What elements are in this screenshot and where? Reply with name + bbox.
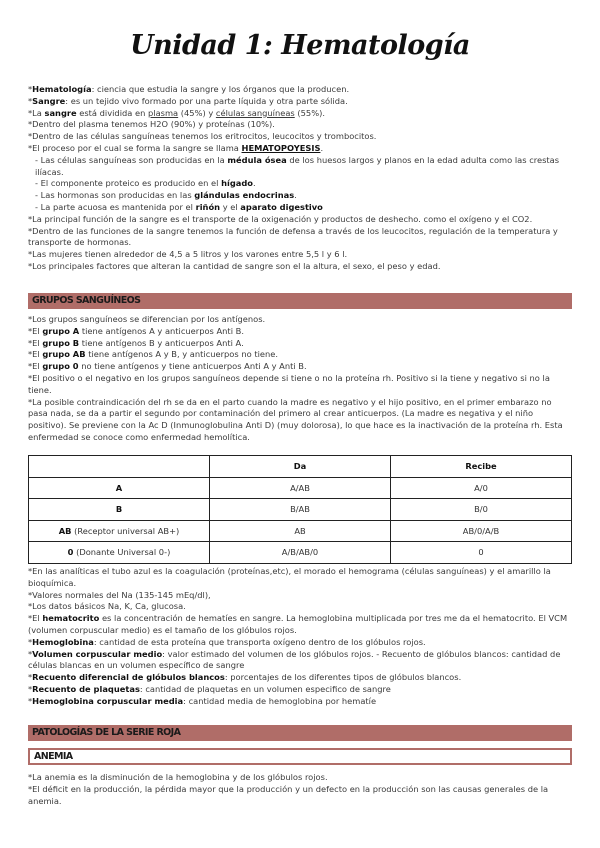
- bold-term: sangre: [44, 107, 77, 118]
- text-segment: - El componente proteico es producido en el: [35, 178, 222, 189]
- group-name: A: [115, 482, 123, 493]
- bold-term: glándulas endocrinas: [194, 190, 295, 201]
- groups-section: [28, 314, 572, 444]
- paragraph: [28, 672, 572, 684]
- group-name: AB: [58, 525, 72, 536]
- text-segment: *: [28, 636, 33, 647]
- paragraph: [28, 784, 572, 808]
- text-segment: *La anemia es la disminución de la hemoglobina y de los glóbulos rojos.: [28, 772, 328, 782]
- paragraph: [28, 190, 572, 202]
- text-segment: y el: [220, 201, 241, 212]
- bold-term: médula ósea: [227, 154, 287, 165]
- text-segment: *Los principales factores que alteran la cantidad de sangre son el la altura, el sexo, el peso y edad.: [28, 260, 441, 271]
- text-segment: *Los grupos sanguíneos se diferencian por los antígenos.: [28, 314, 266, 324]
- paragraph: [28, 361, 572, 373]
- da-cell: AB: [210, 520, 391, 542]
- text-segment: *En las analíticas el tubo azul es la coagulación (proteínas,etc), el morado el hemograma (células sanguíneas) y el amarillo la bioquímica.: [28, 566, 551, 588]
- text-segment: no tiene antígenos y tiene anticuerpos Anti A y Anti B.: [78, 361, 307, 372]
- paragraph: [28, 601, 572, 613]
- text-segment: *Los datos básicos Na, K, Ca, glucosa.: [28, 601, 186, 612]
- bold-term: aparato digestivo: [240, 201, 323, 212]
- text-segment: tiene antígenos A y anticuerpos Anti B.: [79, 325, 244, 336]
- text-segment: *: [28, 672, 33, 683]
- section-header-grupos: GRUPOS SANGUÍNEOS: [28, 293, 572, 309]
- group-note: (Donante Universal 0-): [73, 547, 171, 558]
- paragraph: [28, 178, 572, 190]
- text-segment: *El: [28, 349, 43, 360]
- text-segment: está dividida en: [76, 107, 148, 118]
- text-segment: *La posible contraindicación del rh se da en el parto cuando la madre es negativo y el hijo positivo, en el primer embarazo no pasa nada, se da a partir el segundo por contaminación del primero al crear anticuerpos. (La madre es negativa y el niño positivo). Se previene con la Ac D (Inmunoglobulina Anti D) (muy dolorosa), lo que hace es la inactivación de la proteína rh. Esta enfermedad se conoce como enfermedad hemolítica.: [28, 396, 563, 442]
- text-segment: - Las células sanguíneas son producidas en la: [35, 154, 228, 165]
- text-segment: - Las hormonas son producidas en las: [35, 190, 195, 201]
- header-cell: [391, 456, 572, 478]
- da-cell: A/AB: [210, 477, 391, 499]
- text-segment: *: [28, 648, 33, 659]
- text-segment: plasma: [148, 107, 179, 118]
- recibe-cell: AB/0/A/B: [391, 520, 572, 542]
- text-segment: *Las mujeres tienen alrededor de 4,5 a 5 litros y los varones entre 5,5 l y 6 l.: [28, 249, 348, 260]
- anemia-section: [28, 772, 572, 807]
- text-segment: : es un tejido vivo formado por una parte líquida y otra parte sólida.: [65, 95, 348, 106]
- text-segment: : valor estimado del volumen de los glóbulos rojos. - Recuento de glóbulos blancos: cantidad de células blancas en un volumen específico de sangre: [28, 648, 561, 671]
- text-segment: : cantidad de plaquetas en un volumen especifico de sangre: [139, 683, 391, 694]
- da-cell: A/B/AB/0: [210, 542, 391, 564]
- bold-term: Hemoglobina corpuscular media: [32, 695, 184, 706]
- recibe-cell: 0: [391, 542, 572, 564]
- text-segment: : cantidad de esta proteína que transporta oxígeno dentro de los glóbulos rojos.: [93, 636, 426, 647]
- paragraph: [28, 131, 572, 143]
- table-row: [29, 477, 572, 499]
- text-segment: *: [28, 683, 33, 694]
- text-segment: : cantidad media de hemoglobina por hematíe: [183, 695, 377, 706]
- text-segment: *El proceso por el cual se forma la sangre se llama: [28, 142, 242, 153]
- bold-term: HEMATOPOYESIS: [241, 142, 321, 153]
- paragraph: [28, 84, 572, 96]
- text-segment: *: [28, 95, 33, 106]
- group-name: 0: [67, 547, 74, 558]
- text-segment: *El déficit en la producción, la pérdida mayor que la producción y un defecto en la producción son las causas generales de la anemia.: [28, 783, 549, 806]
- group-cell: [29, 520, 210, 542]
- text-segment: *El: [28, 361, 43, 372]
- text-segment: (55%).: [294, 107, 325, 118]
- text-segment: .: [253, 178, 256, 189]
- paragraph: [28, 373, 572, 397]
- blood-group-table-wrap: [28, 455, 572, 564]
- text-segment: *El: [28, 613, 43, 624]
- bold-term: grupo 0: [42, 361, 79, 372]
- recibe-cell: A/0: [391, 477, 572, 499]
- text-segment: - La parte acuosa es mantenida por el: [35, 201, 196, 212]
- paragraph: [28, 155, 572, 179]
- bold-term: grupo A: [42, 325, 80, 336]
- text-segment: *El: [28, 337, 43, 348]
- table-row: [29, 499, 572, 521]
- paragraph: [28, 349, 572, 361]
- paragraph: [28, 684, 572, 696]
- paragraph: [28, 119, 572, 131]
- text-segment: células sanguíneas: [215, 107, 295, 118]
- paragraph: [28, 326, 572, 338]
- paragraph: [28, 397, 572, 444]
- text-segment: tiene antígenos A y B, y anticuerpos no tiene.: [85, 349, 278, 360]
- group-name: B: [115, 504, 123, 515]
- paragraph: [28, 338, 572, 350]
- text-segment: *Dentro de las células sanguíneas tenemos los eritrocitos, leucocitos y trombocitos.: [28, 131, 377, 142]
- paragraph: [28, 96, 572, 108]
- da-cell: B/AB: [210, 499, 391, 521]
- header-cell: [29, 456, 210, 478]
- page-title: Unidad 1: Hematología: [130, 30, 470, 61]
- section-header-anemia: ANEMIA: [28, 748, 572, 765]
- bold-term: Hematología: [32, 84, 92, 94]
- group-cell: [29, 499, 210, 521]
- paragraph: [28, 566, 572, 590]
- section-header-patologias: PATOLOGÍAS DE LA SERIE ROJA: [28, 725, 572, 741]
- bold-term: grupo B: [42, 337, 80, 348]
- text-segment: : porcentajes de los diferentes tipos de glóbulos blancos.: [224, 672, 462, 683]
- bold-term: riñón: [195, 201, 221, 212]
- bold-term: hígado: [221, 178, 253, 189]
- paragraph: [28, 214, 572, 226]
- paragraph: [28, 772, 572, 784]
- text-segment: *El positivo o el negativo en los grupos sanguíneos depende si tiene o no la proteína rh. Positivo si la tiene y negativo si no la tiene.: [28, 372, 550, 395]
- paragraph: [28, 637, 572, 649]
- bold-term: Sangre: [32, 95, 66, 106]
- text-segment: : ciencia que estudia la sangre y los órganos que la producen.: [91, 84, 350, 94]
- text-segment: *La: [28, 107, 45, 118]
- text-segment: .: [294, 190, 297, 201]
- header-da: Da: [293, 461, 307, 472]
- paragraph: [28, 696, 572, 708]
- intro-section: [28, 84, 572, 273]
- table-header-row: [29, 456, 572, 478]
- text-segment: *Dentro del plasma tenemos H2O (90%) y proteínas (10%).: [28, 119, 275, 130]
- paragraph: [28, 613, 572, 637]
- text-segment: *La principal función de la sangre es el transporte de la oxigenación y productos de deshecho. como el oxígeno y el CO2.: [28, 213, 533, 224]
- text-segment: de los huesos largos y planos en la edad adulta como las crestas ilíacas.: [35, 154, 560, 177]
- group-note: (Receptor universal AB+): [71, 525, 180, 536]
- text-segment: *El: [28, 325, 43, 336]
- paragraph: [28, 108, 572, 120]
- paragraph: [28, 226, 572, 250]
- group-cell: [29, 542, 210, 564]
- text-segment: *Dentro de las funciones de la sangre tenemos la función de defensa a través de los leucocitos, regulación de la temperatura y transporte de hormonas.: [28, 225, 558, 248]
- bold-term: grupo AB: [42, 349, 86, 360]
- text-segment: *: [28, 695, 33, 706]
- bold-term: Recuento diferencial de glóbulos blancos: [32, 672, 225, 683]
- bold-term: Volumen corpuscular medio: [32, 648, 163, 659]
- paragraph: [28, 249, 572, 261]
- paragraph: [28, 590, 572, 602]
- bold-term: Recuento de plaquetas: [32, 683, 140, 694]
- table-row: [29, 542, 572, 564]
- header-recibe: Recibe: [465, 461, 497, 472]
- paragraph: [28, 314, 572, 326]
- group-cell: [29, 477, 210, 499]
- text-segment: tiene antígenos B y anticuerpos Anti A.: [79, 337, 244, 348]
- recibe-cell: B/0: [391, 499, 572, 521]
- text-segment: es la concentración de hematíes en sangre. La hemoglobina multiplicada por tres me da el hematocrito. El VCM (volumen corpuscular medio) es el tamaño de los glóbulos rojos.: [28, 613, 568, 635]
- text-segment: *Valores normales del Na (135-145 mEq/dl),: [28, 589, 211, 600]
- text-segment: (45%) y: [178, 107, 216, 118]
- bold-term: hematocrito: [42, 613, 100, 624]
- analiticas-section: [28, 566, 572, 708]
- paragraph: [28, 202, 572, 214]
- paragraph: [28, 261, 572, 273]
- text-segment: .: [320, 142, 324, 153]
- bold-term: Hemoglobina: [32, 636, 94, 647]
- paragraph: [28, 143, 572, 155]
- paragraph: [28, 649, 572, 673]
- blood-group-table: [28, 455, 572, 564]
- table-row: [29, 520, 572, 542]
- header-cell: [210, 456, 391, 478]
- text-segment: *: [28, 84, 33, 94]
